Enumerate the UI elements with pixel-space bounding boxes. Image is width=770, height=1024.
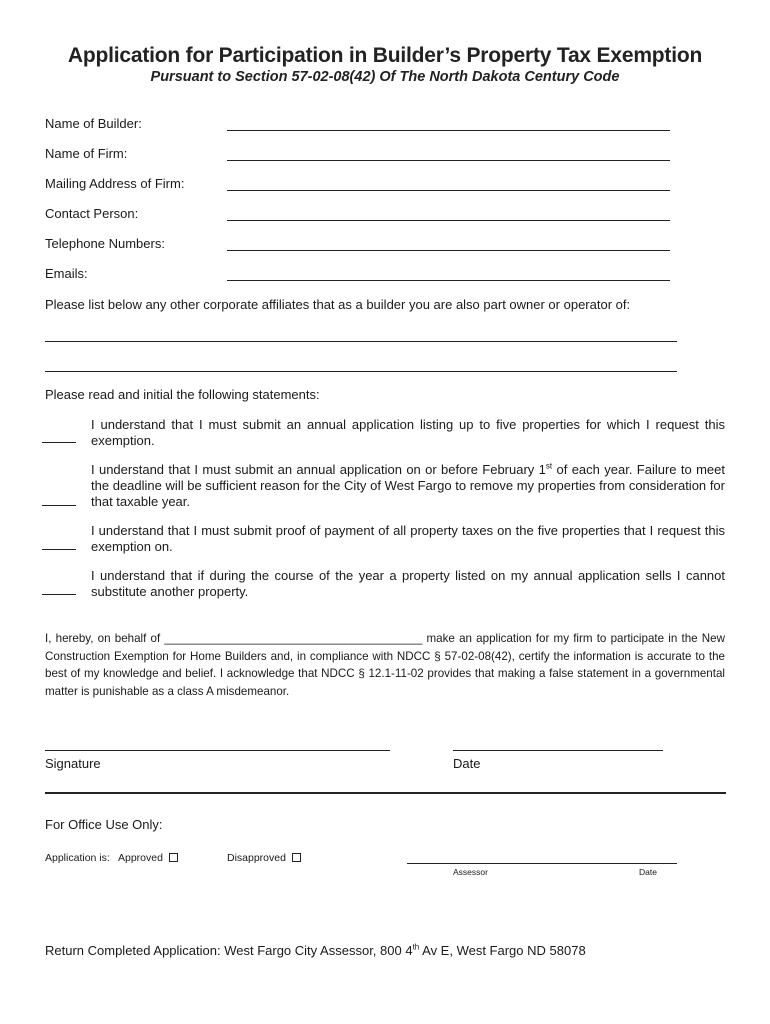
disapproved-option[interactable]: Disapproved — [227, 852, 301, 864]
return-address: Return Completed Application: West Fargo City Assessor, 800 4th Av E, West Fargo ND 58078 — [45, 942, 586, 958]
statement-4: I understand that if during the course of the year a property listed on my annual application sells I cannot substitute another property. — [91, 568, 725, 599]
office-use-heading: For Office Use Only: — [45, 817, 163, 832]
telephone-field[interactable] — [227, 250, 670, 251]
approved-checkbox[interactable] — [169, 853, 178, 862]
office-date-label: Date — [639, 867, 657, 877]
firm-name-label: Name of Firm: — [45, 146, 128, 161]
declaration-text: I, hereby, on behalf of ________________________________________ make an application for my firm to participate in the New Construction Exemption for Home Builders and, in compliance with NDCC § 57-02-08(42), certify the information is accurate to the best of my knowledge and belief. I acknowledge that NDCC § 12.1-11-02 provides that making a false statement in a governmental matter is punishable as a class A misdemeanor. — [45, 632, 725, 698]
builder-name-field[interactable] — [227, 130, 670, 131]
affiliates-prompt: Please list below any other corporate affiliates that as a builder you are also part owner or operator of: — [45, 297, 631, 312]
emails-field[interactable] — [227, 280, 670, 281]
assessor-label: Assessor — [453, 867, 488, 877]
builder-name-label: Name of Builder: — [45, 116, 142, 131]
page-subtitle: Pursuant to Section 57-02-08(42) Of The North Dakota Century Code — [150, 69, 620, 85]
signature-label: Signature — [45, 756, 101, 771]
initial-field-2[interactable] — [42, 505, 76, 506]
behalf-of-field[interactable]: ________________________________________ — [164, 632, 423, 645]
divider — [45, 792, 726, 794]
firm-name-field[interactable] — [227, 160, 670, 161]
disapproved-checkbox[interactable] — [292, 853, 301, 862]
application-is-label: Application is: — [45, 852, 110, 864]
statement-1: I understand that I must submit an annual application listing up to five properties for which I request this exemption. — [91, 417, 725, 448]
affiliates-field-2[interactable] — [45, 371, 677, 372]
initial-field-1[interactable] — [42, 442, 76, 443]
date-label: Date — [453, 756, 481, 771]
initial-field-4[interactable] — [42, 594, 76, 595]
mailing-address-label: Mailing Address of Firm: — [45, 176, 185, 191]
mailing-address-field[interactable] — [227, 190, 670, 191]
emails-label: Emails: — [45, 266, 88, 281]
telephone-label: Telephone Numbers: — [45, 236, 165, 251]
assessor-signature-field[interactable] — [407, 863, 677, 864]
signature-field[interactable] — [45, 750, 390, 751]
affiliates-field-1[interactable] — [45, 341, 677, 342]
approved-option[interactable]: Approved — [118, 852, 178, 864]
initial-field-3[interactable] — [42, 549, 76, 550]
contact-person-field[interactable] — [227, 220, 670, 221]
contact-person-label: Contact Person: — [45, 206, 139, 221]
statement-3: I understand that I must submit proof of payment of all property taxes on the five properties that I request this exemption on. — [91, 523, 725, 554]
date-field[interactable] — [453, 750, 663, 751]
statements-intro: Please read and initial the following statements: — [45, 387, 320, 402]
page-title: Application for Participation in Builder’s Property Tax Exemption — [67, 44, 703, 67]
statement-2: I understand that I must submit an annual application on or before February 1st of each year. Failure to meet the deadline will be sufficient reason for the City of West Fargo to remove my properties from consideration for that taxable year. — [91, 461, 726, 509]
